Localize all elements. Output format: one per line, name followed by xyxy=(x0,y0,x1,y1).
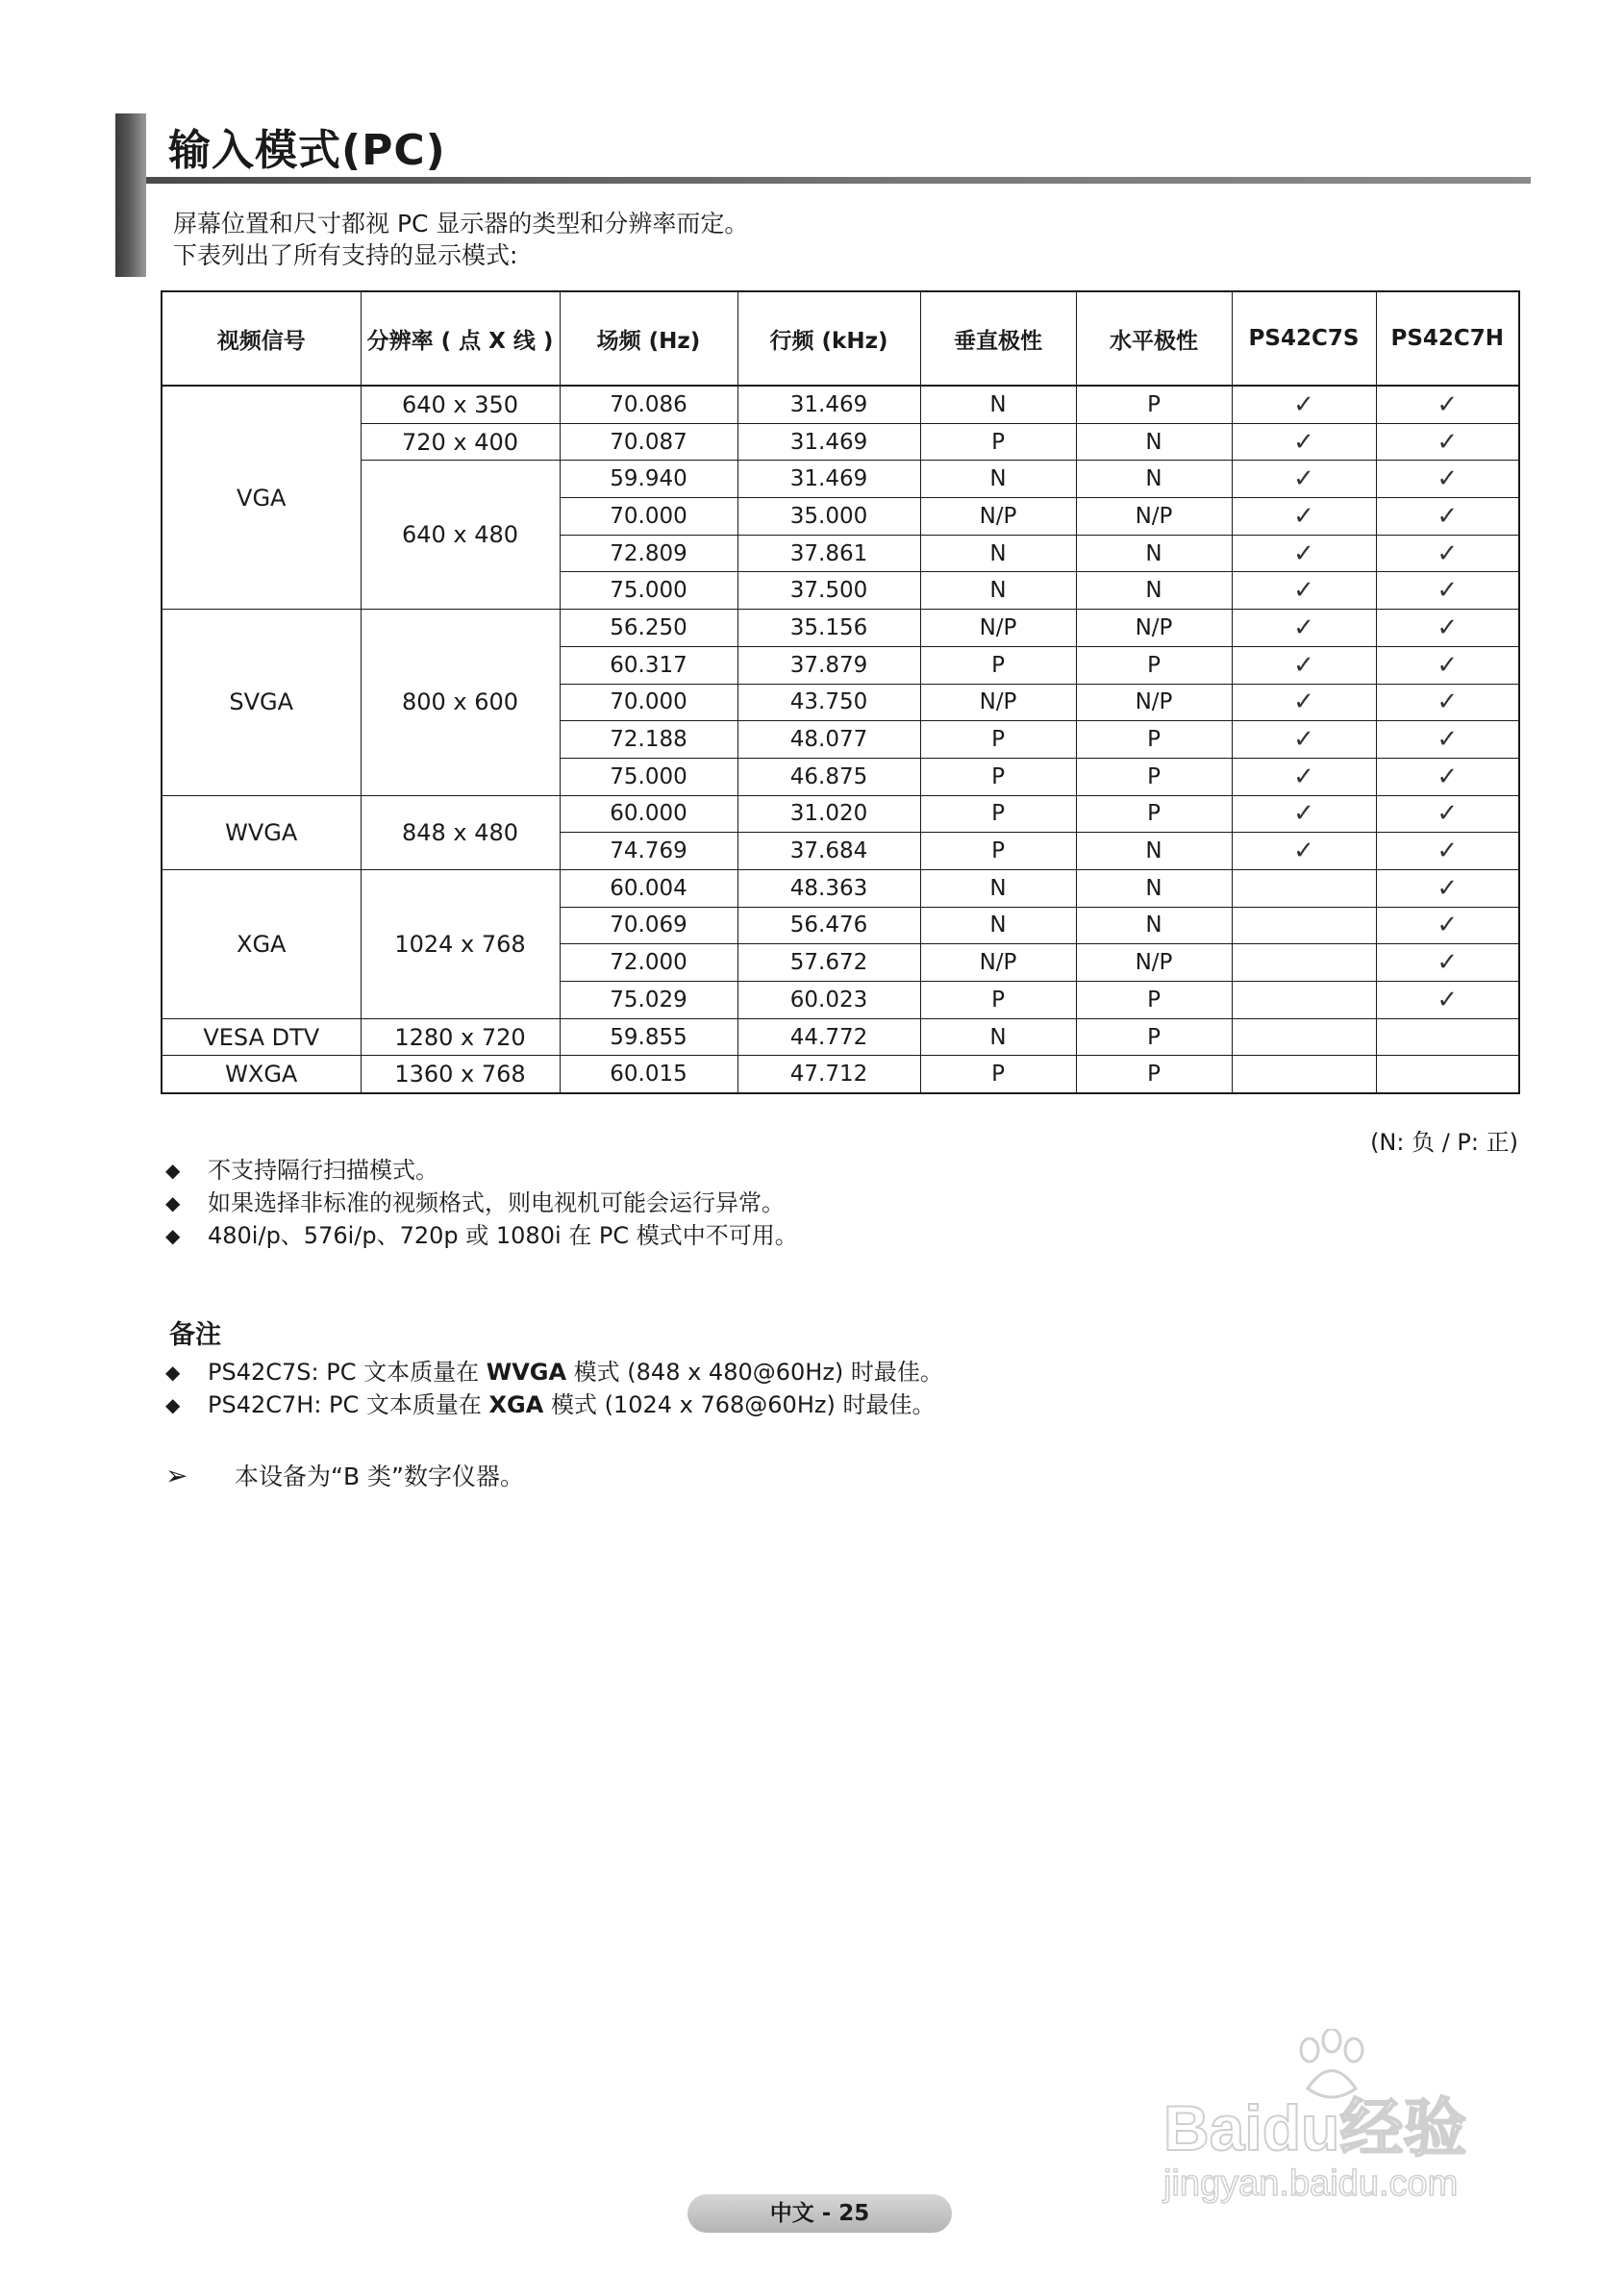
check-icon: ✓ xyxy=(1437,501,1459,531)
vertical-polarity-cell: N/P xyxy=(920,684,1076,721)
horizontal-polarity-cell: N/P xyxy=(1076,498,1232,536)
check-icon: ✓ xyxy=(1437,873,1459,903)
resolution-cell: 1024 x 768 xyxy=(361,869,560,1018)
model-s-support-cell xyxy=(1232,1056,1376,1093)
table-row xyxy=(162,386,1519,423)
table-body xyxy=(162,386,1519,1093)
header-resolution: 分辨率 ( 点 X 线 ) xyxy=(361,291,560,386)
horizontal-frequency-cell: 37.684 xyxy=(737,833,920,870)
vertical-polarity-cell: N/P xyxy=(920,944,1076,982)
horizontal-frequency-cell: 37.500 xyxy=(737,572,920,610)
check-icon: ✓ xyxy=(1293,799,1314,829)
vertical-frequency-cell: 75.000 xyxy=(560,572,737,610)
model-s-support-cell xyxy=(1232,982,1376,1019)
model-h-support-cell xyxy=(1376,386,1519,423)
check-icon: ✓ xyxy=(1437,427,1459,457)
model-s-support-cell xyxy=(1232,907,1376,944)
video-signal-cell: SVGA xyxy=(162,610,361,795)
bullet-icon: ◆ xyxy=(165,1224,181,1247)
horizontal-polarity-cell: N xyxy=(1076,461,1232,498)
model-h-support-cell xyxy=(1376,423,1519,461)
model-h-support-cell xyxy=(1376,833,1519,870)
model-h-support-cell xyxy=(1376,944,1519,982)
horizontal-polarity-cell: P xyxy=(1076,795,1232,833)
model-s-support-cell xyxy=(1232,423,1376,461)
check-icon: ✓ xyxy=(1293,389,1314,419)
baidu-watermark xyxy=(1154,2029,1558,2221)
model-s-support-cell xyxy=(1232,461,1376,498)
check-icon: ✓ xyxy=(1437,799,1459,829)
vertical-frequency-cell: 70.000 xyxy=(560,684,737,721)
check-icon: ✓ xyxy=(1293,576,1314,606)
vertical-frequency-cell: 75.000 xyxy=(560,758,737,795)
horizontal-polarity-cell: N/P xyxy=(1076,944,1232,982)
check-icon: ✓ xyxy=(1437,725,1459,755)
memo-prefix: PS42C7H: PC 文本质量在 xyxy=(208,1391,489,1418)
check-icon: ✓ xyxy=(1293,762,1314,791)
page-title: 输入模式(PC) xyxy=(168,126,446,175)
horizontal-frequency-cell: 46.875 xyxy=(737,758,920,795)
horizontal-frequency-cell: 44.772 xyxy=(737,1018,920,1056)
model-s-support-cell xyxy=(1232,833,1376,870)
vertical-frequency-cell: 60.015 xyxy=(560,1056,737,1093)
check-icon: ✓ xyxy=(1293,688,1314,717)
vertical-polarity-cell: P xyxy=(920,758,1076,795)
horizontal-frequency-cell: 31.469 xyxy=(737,461,920,498)
model-h-support-cell xyxy=(1376,721,1519,759)
memo-suffix: 模式 (848 x 480@60Hz) 时最佳。 xyxy=(566,1359,943,1386)
check-icon: ✓ xyxy=(1437,688,1459,717)
vertical-frequency-cell: 59.940 xyxy=(560,461,737,498)
vertical-polarity-cell: N xyxy=(920,572,1076,610)
check-icon: ✓ xyxy=(1437,389,1459,419)
header-hfreq: 行频 (kHz) xyxy=(737,291,920,386)
vertical-polarity-cell: P xyxy=(920,721,1076,759)
model-s-support-cell xyxy=(1232,795,1376,833)
model-h-support-cell xyxy=(1376,1056,1519,1093)
vertical-frequency-cell: 70.000 xyxy=(560,498,737,536)
check-icon: ✓ xyxy=(1437,911,1459,940)
vertical-frequency-cell: 59.855 xyxy=(560,1018,737,1056)
header-signal: 视频信号 xyxy=(162,291,361,386)
check-icon: ✓ xyxy=(1293,501,1314,531)
check-icon: ✓ xyxy=(1293,613,1314,642)
check-icon: ✓ xyxy=(1437,650,1459,680)
list-item xyxy=(165,1187,798,1219)
memo-prefix: PS42C7S: PC 文本质量在 xyxy=(208,1359,487,1386)
model-h-support-cell xyxy=(1376,498,1519,536)
vertical-polarity-cell: N xyxy=(920,535,1076,572)
horizontal-polarity-cell: P xyxy=(1076,386,1232,423)
watermark-brand: Baidu经验 xyxy=(1163,2092,1467,2163)
model-h-support-cell xyxy=(1376,869,1519,907)
class-b-text: 本设备为“B 类”数字仪器。 xyxy=(235,1463,525,1490)
check-icon: ✓ xyxy=(1437,837,1459,866)
table-row xyxy=(162,1056,1519,1093)
vertical-frequency-cell: 56.250 xyxy=(560,610,737,647)
vertical-polarity-cell: N xyxy=(920,869,1076,907)
table-row xyxy=(162,869,1519,907)
table-row xyxy=(162,610,1519,647)
table-row xyxy=(162,461,1519,498)
title-accent-bar xyxy=(115,113,146,277)
check-icon: ✓ xyxy=(1437,762,1459,791)
memo-title: 备注 xyxy=(169,1320,221,1350)
horizontal-polarity-cell: P xyxy=(1076,721,1232,759)
model-h-support-cell xyxy=(1376,982,1519,1019)
bullet-icon: ◆ xyxy=(165,1393,181,1416)
model-s-support-cell xyxy=(1232,1018,1376,1056)
model-h-support-cell xyxy=(1376,684,1519,721)
memo-suffix: 模式 (1024 x 768@60Hz) 时最佳。 xyxy=(543,1391,936,1418)
check-icon: ✓ xyxy=(1437,464,1459,494)
vertical-polarity-cell: N xyxy=(920,1018,1076,1056)
notes-list xyxy=(165,1154,798,1252)
video-signal-cell: VGA xyxy=(162,386,361,610)
vertical-polarity-cell: P xyxy=(920,423,1076,461)
header-vfreq: 场频 (Hz) xyxy=(560,291,737,386)
horizontal-polarity-cell: N xyxy=(1076,423,1232,461)
vertical-polarity-cell: N/P xyxy=(920,498,1076,536)
vertical-polarity-cell: P xyxy=(920,982,1076,1019)
table-row xyxy=(162,423,1519,461)
display-modes-table xyxy=(161,290,1520,1094)
vertical-frequency-cell: 60.004 xyxy=(560,869,737,907)
video-signal-cell: XGA xyxy=(162,869,361,1018)
horizontal-frequency-cell: 56.476 xyxy=(737,907,920,944)
model-h-support-cell xyxy=(1376,535,1519,572)
model-h-support-cell xyxy=(1376,1018,1519,1056)
video-signal-cell: WXGA xyxy=(162,1056,361,1093)
horizontal-polarity-cell: P xyxy=(1076,1056,1232,1093)
vertical-frequency-cell: 70.087 xyxy=(560,423,737,461)
horizontal-polarity-cell: P xyxy=(1076,646,1232,684)
vertical-frequency-cell: 74.769 xyxy=(560,833,737,870)
watermark-url: jingyan.baidu.com xyxy=(1163,2163,1459,2204)
vertical-polarity-cell: N xyxy=(920,461,1076,498)
vertical-polarity-cell: N xyxy=(920,386,1076,423)
horizontal-polarity-cell: N xyxy=(1076,833,1232,870)
table-row xyxy=(162,1018,1519,1056)
vertical-polarity-cell: P xyxy=(920,795,1076,833)
note-text: 480i/p、576i/p、720p 或 1080i 在 PC 模式中不可用。 xyxy=(208,1222,798,1249)
horizontal-frequency-cell: 48.077 xyxy=(737,721,920,759)
header-vpolarity: 垂直极性 xyxy=(920,291,1076,386)
check-icon: ✓ xyxy=(1293,427,1314,457)
horizontal-frequency-cell: 31.469 xyxy=(737,423,920,461)
model-s-support-cell xyxy=(1232,572,1376,610)
check-icon: ✓ xyxy=(1293,538,1314,568)
check-icon: ✓ xyxy=(1293,725,1314,755)
vertical-polarity-cell: N/P xyxy=(920,610,1076,647)
model-h-support-cell xyxy=(1376,758,1519,795)
title-underline xyxy=(146,177,1531,184)
check-icon: ✓ xyxy=(1437,948,1459,978)
resolution-cell: 640 x 480 xyxy=(361,461,560,610)
model-s-support-cell xyxy=(1232,758,1376,795)
bullet-icon: ◆ xyxy=(165,1361,181,1384)
horizontal-polarity-cell: N xyxy=(1076,535,1232,572)
check-icon: ✓ xyxy=(1293,464,1314,494)
horizontal-frequency-cell: 31.469 xyxy=(737,386,920,423)
model-h-support-cell xyxy=(1376,907,1519,944)
model-s-support-cell xyxy=(1232,610,1376,647)
model-s-support-cell xyxy=(1232,646,1376,684)
check-icon: ✓ xyxy=(1437,538,1459,568)
vertical-frequency-cell: 75.029 xyxy=(560,982,737,1019)
list-item xyxy=(165,1356,943,1388)
note-text: 如果选择非标准的视频格式，则电视机可能会运行异常。 xyxy=(208,1189,785,1216)
vertical-frequency-cell: 60.317 xyxy=(560,646,737,684)
memo-list xyxy=(165,1356,943,1421)
resolution-cell: 848 x 480 xyxy=(361,795,560,869)
horizontal-polarity-cell: N/P xyxy=(1076,684,1232,721)
vertical-frequency-cell: 70.086 xyxy=(560,386,737,423)
vertical-frequency-cell: 72.188 xyxy=(560,721,737,759)
memo-bold: XGA xyxy=(488,1391,544,1418)
header-model-h: PS42C7H xyxy=(1376,291,1519,386)
check-icon: ✓ xyxy=(1437,985,1459,1014)
intro-line-2: 下表列出了所有支持的显示模式: xyxy=(173,241,518,269)
list-item xyxy=(165,1154,798,1187)
vertical-polarity-cell: P xyxy=(920,646,1076,684)
header-hpolarity: 水平极性 xyxy=(1076,291,1232,386)
horizontal-polarity-cell: N xyxy=(1076,907,1232,944)
header-model-s: PS42C7S xyxy=(1232,291,1376,386)
model-h-support-cell xyxy=(1376,795,1519,833)
intro-line-1: 屏幕位置和尺寸都视 PC 显示器的类型和分辨率而定。 xyxy=(173,210,749,238)
resolution-cell: 640 x 350 xyxy=(361,386,560,423)
horizontal-frequency-cell: 60.023 xyxy=(737,982,920,1019)
model-s-support-cell xyxy=(1232,869,1376,907)
model-s-support-cell xyxy=(1232,498,1376,536)
horizontal-frequency-cell: 35.000 xyxy=(737,498,920,536)
model-s-support-cell xyxy=(1232,535,1376,572)
video-signal-cell: WVGA xyxy=(162,795,361,869)
polarity-legend: (N: 负 / P: 正) xyxy=(1370,1129,1518,1156)
horizontal-polarity-cell: P xyxy=(1076,1018,1232,1056)
model-s-support-cell xyxy=(1232,944,1376,982)
model-s-support-cell xyxy=(1232,386,1376,423)
vertical-frequency-cell: 72.809 xyxy=(560,535,737,572)
model-s-support-cell xyxy=(1232,684,1376,721)
intro-text xyxy=(173,208,748,271)
horizontal-frequency-cell: 43.750 xyxy=(737,684,920,721)
horizontal-frequency-cell: 48.363 xyxy=(737,869,920,907)
horizontal-frequency-cell: 35.156 xyxy=(737,610,920,647)
check-icon: ✓ xyxy=(1437,576,1459,606)
horizontal-frequency-cell: 37.879 xyxy=(737,646,920,684)
vertical-polarity-cell: P xyxy=(920,1056,1076,1093)
model-h-support-cell xyxy=(1376,572,1519,610)
table-header-row xyxy=(162,291,1519,386)
horizontal-polarity-cell: N xyxy=(1076,869,1232,907)
horizontal-frequency-cell: 57.672 xyxy=(737,944,920,982)
memo-bold: WVGA xyxy=(486,1359,567,1386)
horizontal-frequency-cell: 37.861 xyxy=(737,535,920,572)
list-item xyxy=(165,1219,798,1252)
model-h-support-cell xyxy=(1376,610,1519,647)
check-icon: ✓ xyxy=(1293,650,1314,680)
class-b-note xyxy=(165,1458,524,1492)
horizontal-frequency-cell: 47.712 xyxy=(737,1056,920,1093)
page-number: 中文 - 25 xyxy=(687,2194,952,2233)
horizontal-polarity-cell: P xyxy=(1076,758,1232,795)
vertical-polarity-cell: P xyxy=(920,833,1076,870)
resolution-cell: 800 x 600 xyxy=(361,610,560,795)
vertical-frequency-cell: 60.000 xyxy=(560,795,737,833)
check-icon: ✓ xyxy=(1293,837,1314,866)
list-item xyxy=(165,1388,943,1421)
bullet-icon: ◆ xyxy=(165,1159,181,1182)
model-s-support-cell xyxy=(1232,721,1376,759)
bullet-icon: ◆ xyxy=(165,1191,181,1214)
video-signal-cell: VESA DTV xyxy=(162,1018,361,1056)
model-h-support-cell xyxy=(1376,646,1519,684)
resolution-cell: 720 x 400 xyxy=(361,423,560,461)
check-icon: ✓ xyxy=(1437,613,1459,642)
vertical-frequency-cell: 72.000 xyxy=(560,944,737,982)
vertical-polarity-cell: N xyxy=(920,907,1076,944)
horizontal-polarity-cell: N/P xyxy=(1076,610,1232,647)
resolution-cell: 1360 x 768 xyxy=(361,1056,560,1093)
model-h-support-cell xyxy=(1376,461,1519,498)
horizontal-polarity-cell: P xyxy=(1076,982,1232,1019)
table-row xyxy=(162,795,1519,833)
note-text: 不支持隔行扫描模式。 xyxy=(208,1157,438,1184)
horizontal-frequency-cell: 31.020 xyxy=(737,795,920,833)
horizontal-polarity-cell: N xyxy=(1076,572,1232,610)
resolution-cell: 1280 x 720 xyxy=(361,1018,560,1056)
vertical-frequency-cell: 70.069 xyxy=(560,907,737,944)
arrow-icon: ➢ xyxy=(165,1460,188,1491)
